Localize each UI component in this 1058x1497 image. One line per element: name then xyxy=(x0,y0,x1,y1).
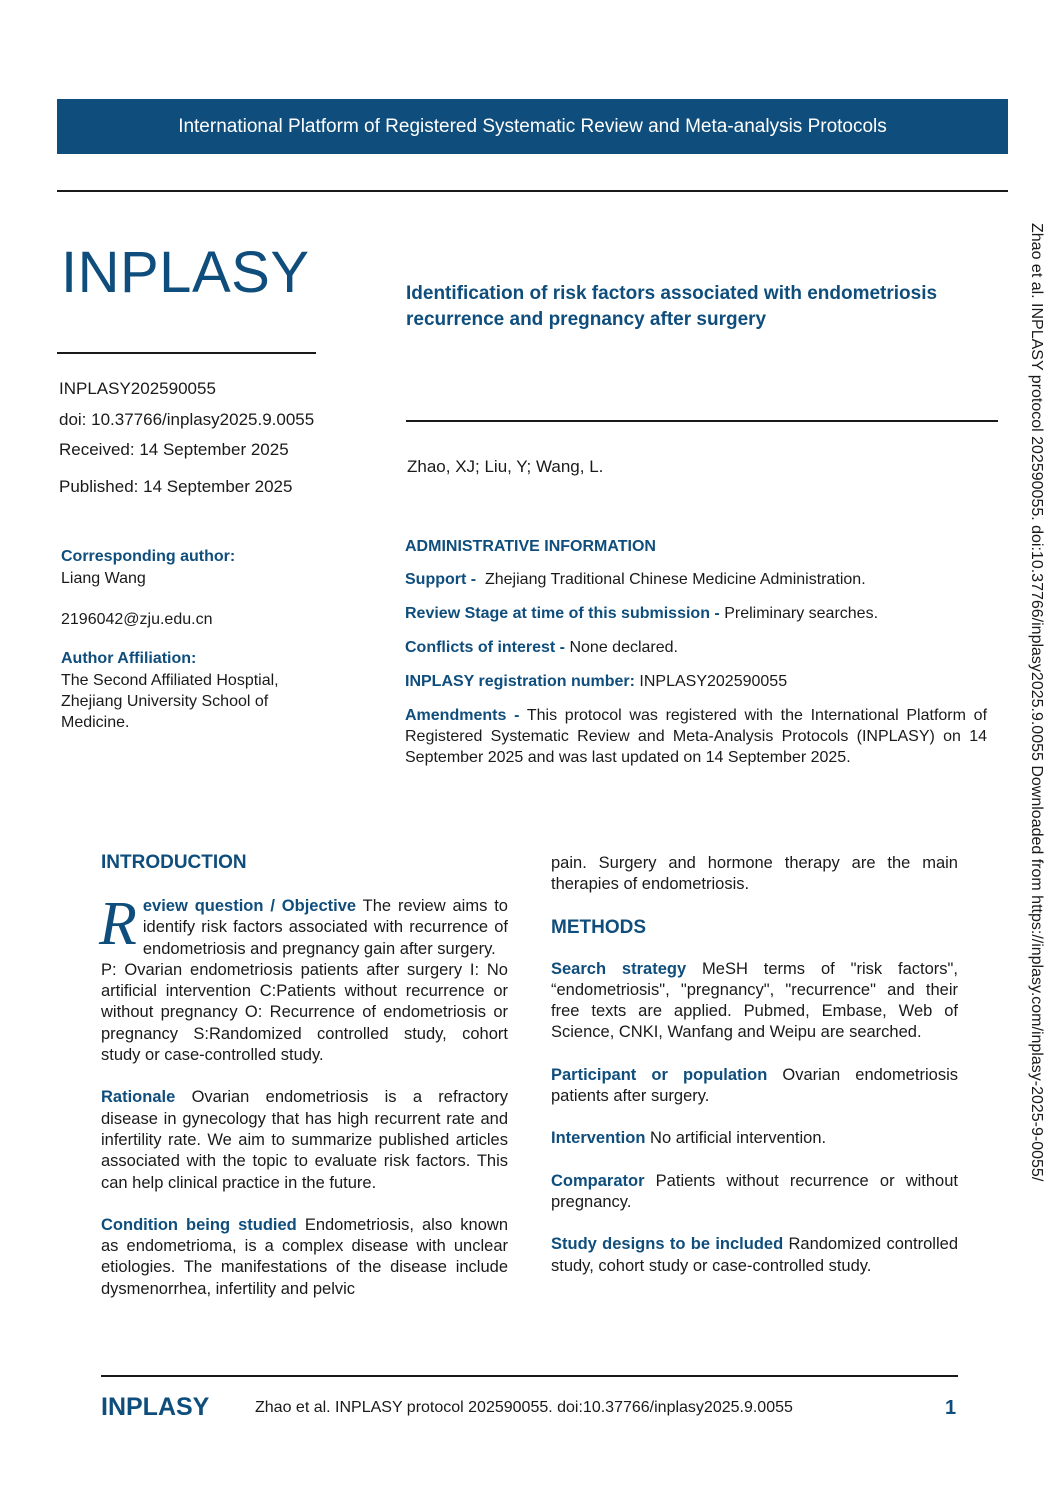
logo-rule xyxy=(57,352,316,354)
review-question: Review question / Objective The review aims to identify risk factors associated with recurrence of endometriosis and pregnancy gain after surgery. xyxy=(99,890,508,958)
search-strategy: Search strategy MeSH terms of "risk factors", “endometriosis", "pregnancy", "recurrence" and their free texts are applied. Pubmed, Embase, Web of Science, CNKI, Wanfang and Weipu are searched. xyxy=(551,959,958,1042)
admin-amendments: Amendments - This protocol was registered with the International Platform of Registered Systematic Review and Meta-Analysis Protocols (INPLASY) on 14 September 2025 and was last updated on 14 September 2025. xyxy=(405,707,988,766)
comparator: Comparator Patients without recurrence or without pregnancy. xyxy=(551,1171,958,1211)
intervention: Intervention No artificial intervention. xyxy=(551,1129,827,1148)
participants: Participant or population Ovarian endometriosis patients after surgery. xyxy=(551,1065,958,1106)
introduction-column xyxy=(101,852,508,1300)
corresponding-author-heading: Corresponding author: xyxy=(61,548,236,565)
paper-title: Identification of risk factors associated with endometriosis recurrence and pregnancy after surgery xyxy=(406,283,938,330)
admin-review-stage: Review Stage at time of this submission - Preliminary searches. xyxy=(405,605,879,622)
header-banner: International Platform of Registered Systematic Review and Meta-analysis Protocols xyxy=(57,99,1008,154)
footer-rule xyxy=(101,1375,958,1377)
admin-support: Support - Zhejiang Traditional Chinese Medicine Administration. xyxy=(405,571,866,588)
received-date: Received: 14 September 2025 xyxy=(59,440,289,459)
introduction-heading: INTRODUCTION xyxy=(101,852,247,873)
header-rule xyxy=(57,190,1008,192)
doi[interactable]: doi: 10.37766/inplasy2025.9.0055 xyxy=(59,410,315,429)
condition-studied: Condition being studied Endometriosis, also known as endometrioma, is a complex disease with unclear etiologies. The manifestations of the disease include dysmenorrhea, infertility and pelvic xyxy=(101,1215,509,1298)
methods-heading: METHODS xyxy=(551,916,646,938)
rationale: Rationale Ovarian endometriosis is a refractory disease in gynecology that has high recurrent rate and infertility rate. We aim to summarize published articles associated with the topic to evaluate risk factors. This can help clinical practice in the future. xyxy=(101,1088,508,1192)
administrative-information xyxy=(405,538,987,768)
authors: Zhao, XJ; Liu, Y; Wang, L. xyxy=(407,457,604,476)
methods-column xyxy=(551,853,958,1277)
footer-citation: Zhao et al. INPLASY protocol 202590055. doi:10.37766/inplasy2025.9.0055 xyxy=(255,1399,793,1416)
corresponding-author-email[interactable]: 2196042@zju.edu.cn xyxy=(61,611,213,628)
title-rule xyxy=(406,420,998,422)
vertical-download-notice: Zhao et al. INPLASY protocol 202590055. doi:10.37766/inplasy2025.9.0055 Downloaded from https://inplasy.com/inplasy-2025-9-0055/ xyxy=(1028,223,1045,1182)
study-designs: Study designs to be included Randomized controlled study, cohort study or case-controlled study. xyxy=(551,1235,958,1275)
admin-heading: ADMINISTRATIVE INFORMATION xyxy=(405,538,656,555)
published-date: Published: 14 September 2025 xyxy=(59,477,293,496)
registration-id: INPLASY202590055 xyxy=(59,379,216,398)
admin-conflicts: Conflicts of interest - None declared. xyxy=(405,639,678,656)
pico-text: P: Ovarian endometriosis patients after surgery I: No artificial intervention C:Patients without recurrence or without pregnancy O: Recurrence of endometriosis or pregnancy S:Randomized controlled study, cohort study or case-controlled study. xyxy=(101,960,508,1065)
condition-studied-continued: pain. Surgery and hormone therapy are the main therapies of endometriosis. xyxy=(551,854,958,894)
admin-registration-number: INPLASY registration number: INPLASY202590055 xyxy=(405,673,788,690)
corresponding-author-name: Liang Wang xyxy=(61,570,146,587)
inplasy-logo: INPLASY xyxy=(61,240,310,305)
dropcap-letter: R xyxy=(99,890,137,958)
author-affiliation-heading: Author Affiliation: xyxy=(61,650,197,667)
footer-logo: INPLASY xyxy=(101,1393,210,1421)
corresponding-author-block xyxy=(61,548,321,733)
author-affiliation-text: The Second Affiliated Hosptial, Zhejiang University School of Medicine. xyxy=(61,672,279,731)
page-number: 1 xyxy=(945,1397,957,1419)
